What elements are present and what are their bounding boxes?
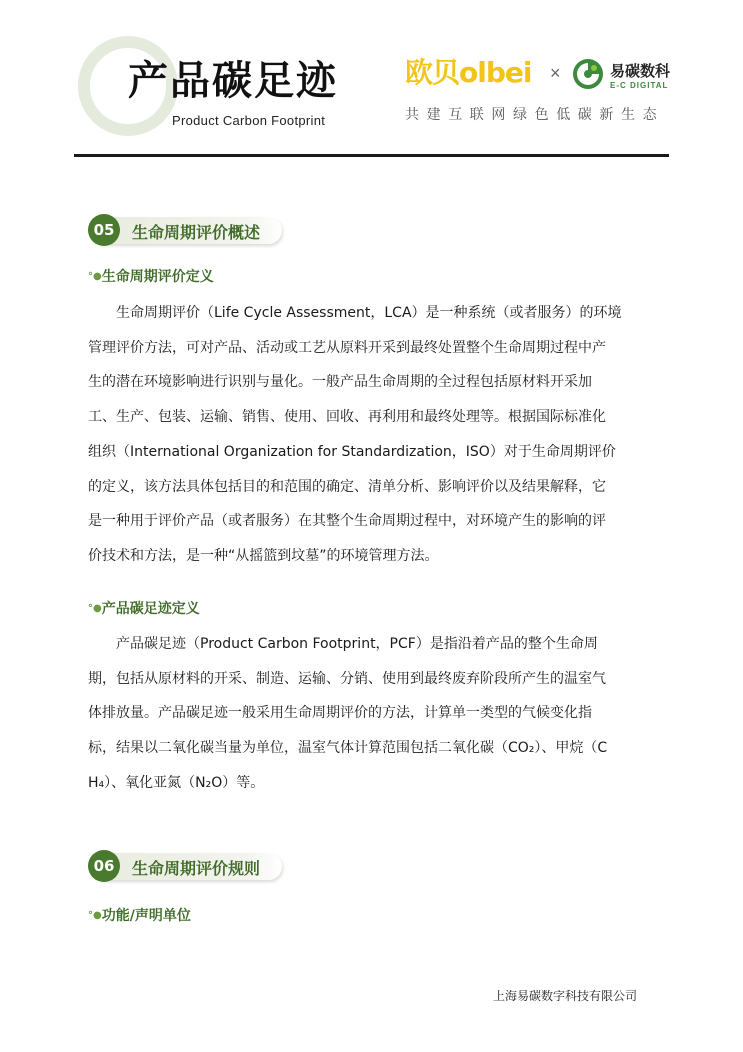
text-line: 期，包括从原材料的开采、制造、运输、分销、使用到最终废弃阶段所产生的温室气 — [88, 670, 606, 687]
text-line: 是一种用于评价产品（或者服务）在其整个生命周期过程中，对环境产生的影响的评 — [88, 513, 606, 530]
bullet-icon: °● — [88, 603, 102, 614]
subsection-heading-lca-definition — [88, 266, 214, 286]
text-line: 管理评价方法，可对产品、活动或工艺从原料开采到最终处置整个生命周期过程中产 — [88, 339, 606, 356]
page-subtitle: Product Carbon Footprint — [172, 113, 326, 128]
ec-digital-logo-icon — [572, 58, 604, 90]
footer-company: 上海易碳数字科技有限公司 — [493, 989, 638, 1003]
header-divider — [74, 154, 669, 157]
text-line: 的定义，该方法具体包括目的和范围的确定、清单分析、影响评价以及结果解释，它 — [88, 478, 606, 495]
section-number: 05 — [88, 214, 120, 246]
paragraph-lca-definition — [88, 296, 652, 574]
page-title: 产品碳足迹 — [128, 58, 338, 104]
paragraph-pcf-definition — [88, 627, 652, 801]
subsection-title: 生命周期评价定义 — [101, 269, 214, 285]
bullet-icon: °● — [88, 271, 102, 282]
text-line: 产品碳足迹（Product Carbon Footprint，PCF）是指沿着产品的整个生命周 — [116, 636, 598, 652]
section-heading-05 — [88, 214, 288, 246]
brand-separator: × — [550, 63, 561, 83]
ec-digital-name: 易碳数科 — [610, 62, 671, 80]
slogan: 共建互联网绿色低碳新生态 — [405, 107, 665, 123]
text-line: 生命周期评价（Life Cycle Assessment，LCA）是一种系统（或者服务）的环境 — [116, 305, 622, 321]
section-title: 生命周期评价概述 — [132, 223, 261, 242]
ec-digital-english: E-C DIGITAL — [610, 81, 669, 90]
subsection-title: 产品碳足迹定义 — [101, 601, 200, 617]
text-line: 生的潜在环境影响进行识别与量化。一般产品生命周期的全过程包括原材料开采加 — [88, 374, 592, 391]
text-line: 工、生产、包装、运输、销售、使用、回收、再利用和最终处理等。根据国际标准化 — [88, 409, 606, 426]
subsection-title: 功能/声明单位 — [101, 908, 191, 924]
text-line: 价技术和方法，是一种“从摇篮到坟墓”的环境管理方法。 — [88, 547, 439, 564]
section-heading-06 — [88, 850, 288, 882]
text-line: 标，结果以二氧化碳当量为单位，温室气体计算范围包括二氧化碳（CO₂）、甲烷（C — [88, 740, 608, 757]
subsection-heading-functional-unit — [88, 905, 191, 925]
bullet-icon: °● — [88, 910, 102, 921]
text-line: H₄）、氧化亚氮（N₂O）等。 — [88, 774, 265, 791]
section-title: 生命周期评价规则 — [132, 859, 261, 878]
subsection-heading-pcf-definition — [88, 598, 200, 618]
text-line: 体排放量。产品碳足迹一般采用生命周期评价的方法，计算单一类型的气候变化指 — [88, 705, 592, 722]
obei-logo: 欧贝olbei — [405, 56, 532, 89]
section-number: 06 — [88, 850, 120, 882]
text-line: 组织（International Organization for Standardization，ISO）对于生命周期评价 — [88, 443, 616, 460]
